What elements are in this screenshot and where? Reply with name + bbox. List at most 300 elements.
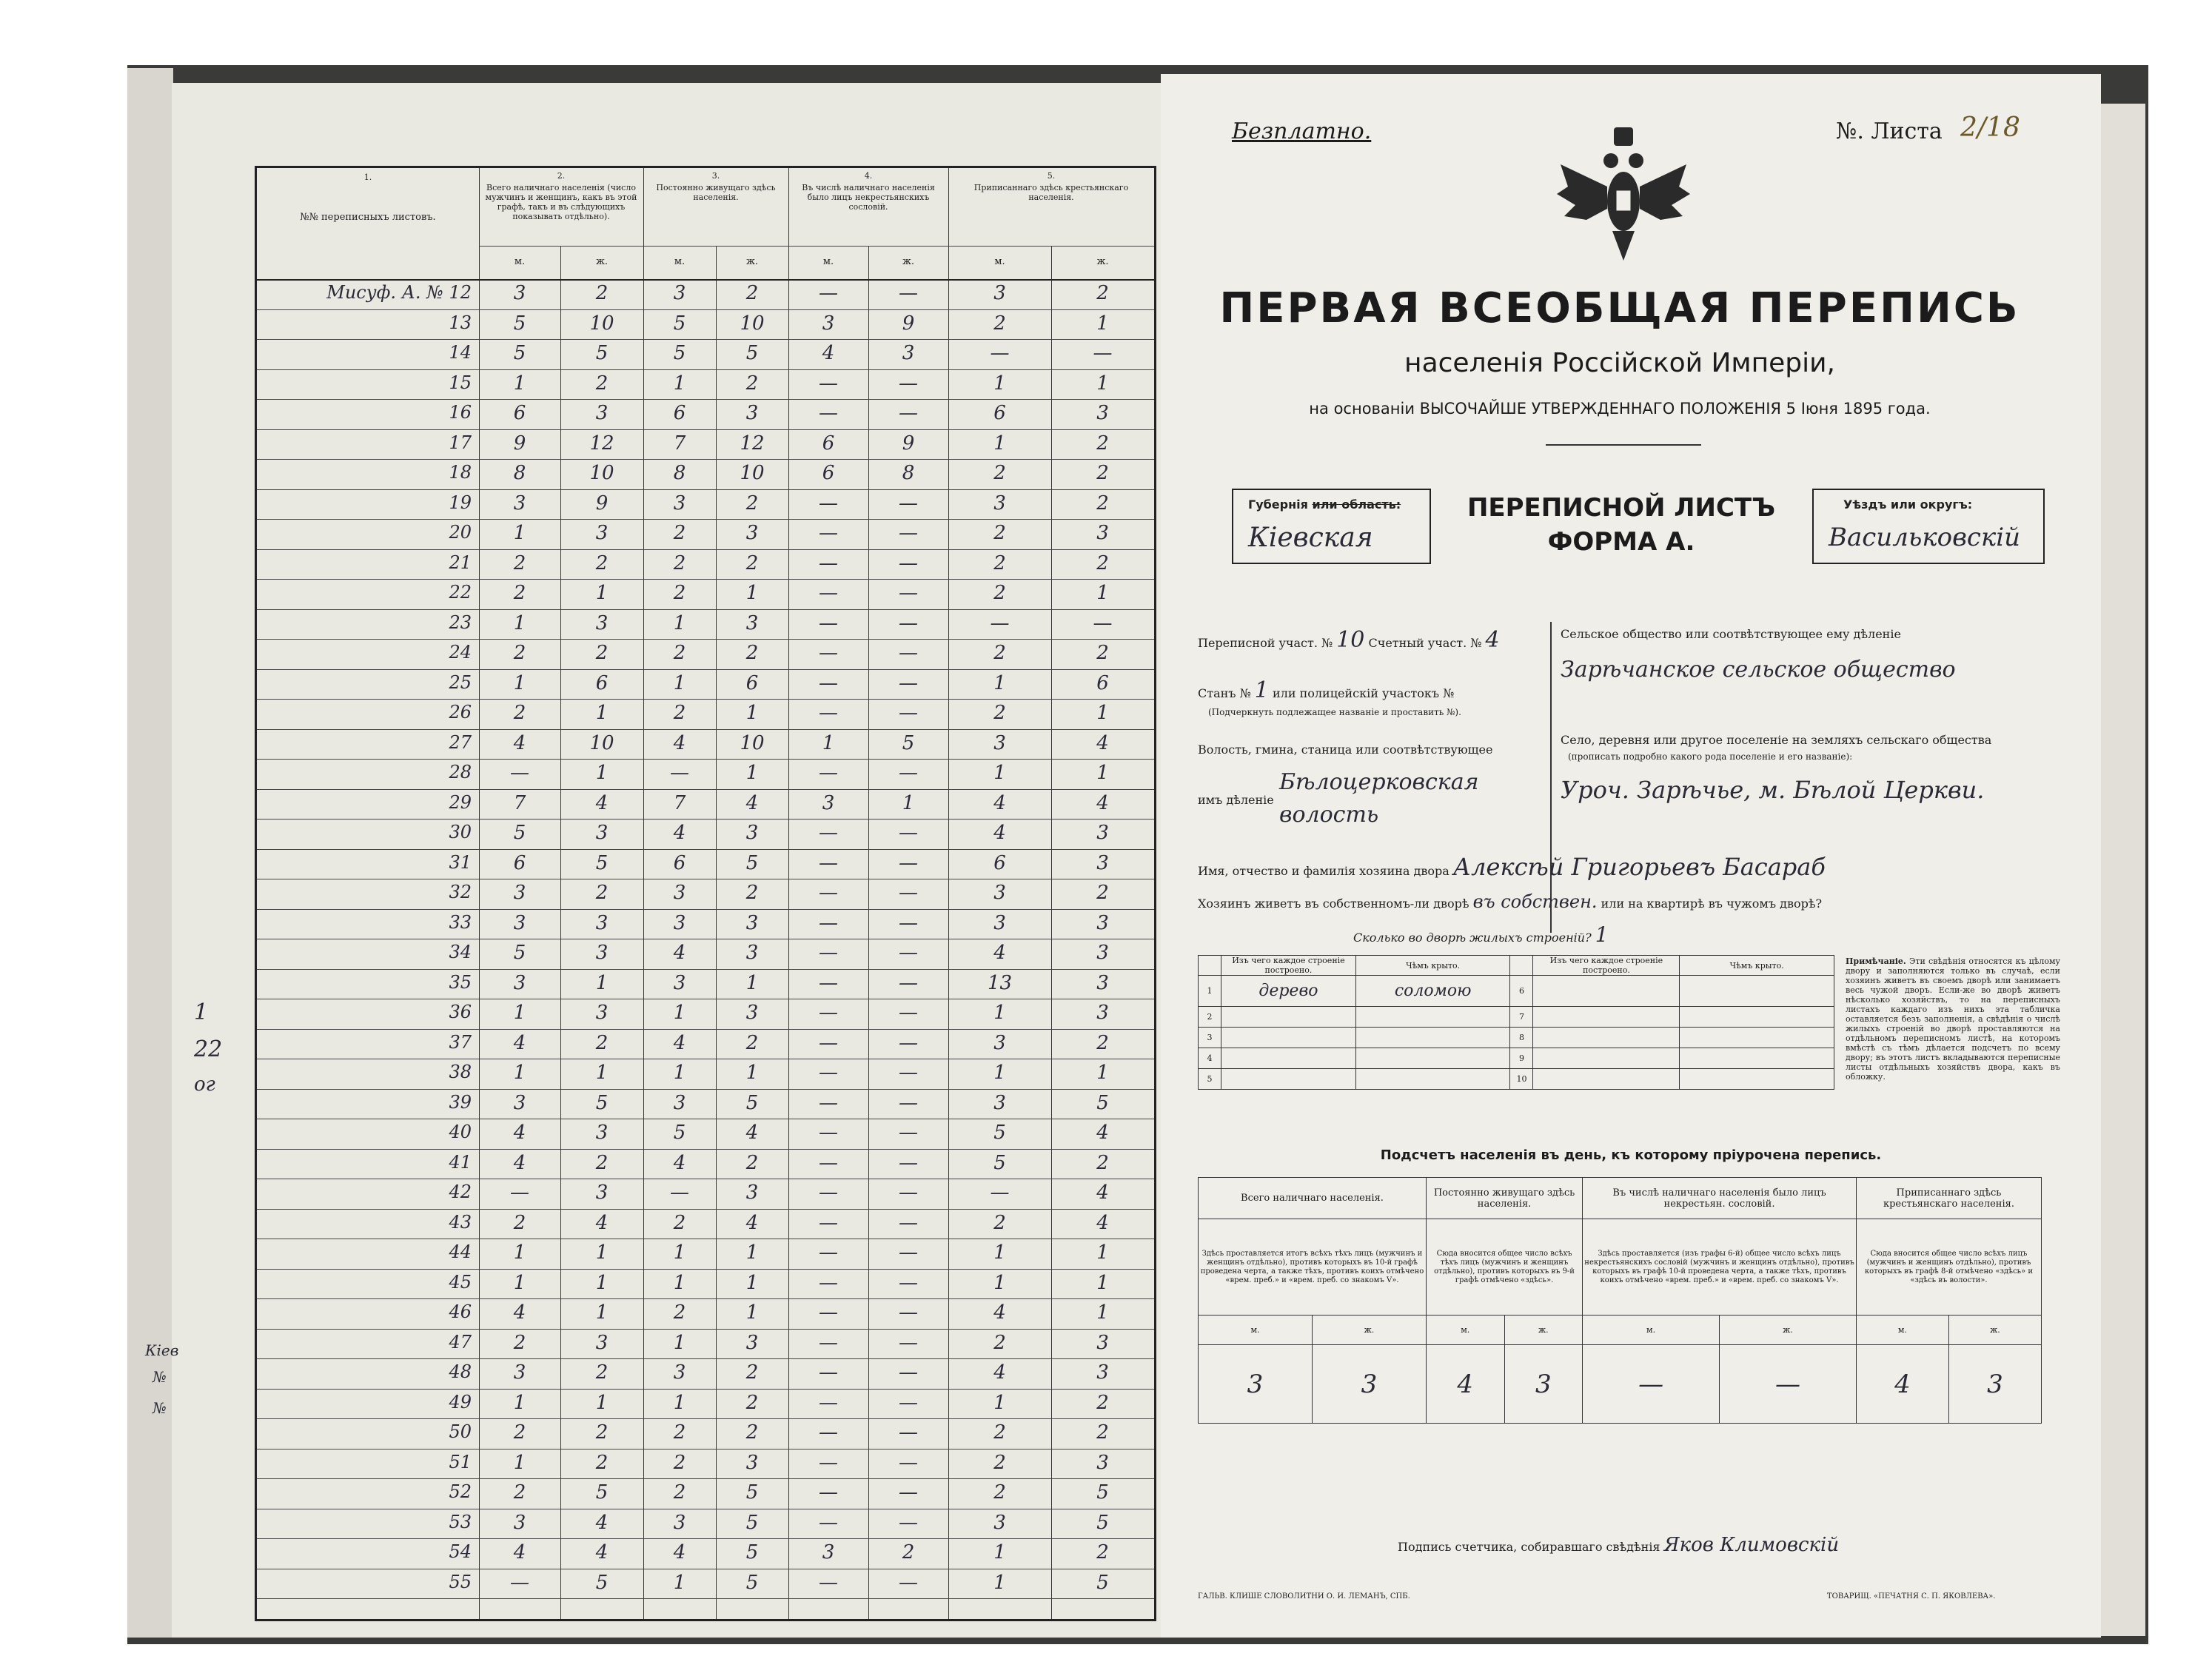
uezd-label: Уѣздъ или округъ: <box>1843 497 1973 512</box>
summary-value: — <box>1583 1345 1720 1424</box>
row-cell: 4 <box>513 1541 526 1564</box>
row-cell: 2 <box>673 522 686 544</box>
row-cell: 6 <box>595 671 609 694</box>
row-cell: — <box>899 522 918 544</box>
row-cell: 1 <box>745 1301 759 1324</box>
row-cell: — <box>819 402 838 424</box>
row-cell: 4 <box>513 1301 526 1324</box>
row-cell: 3 <box>595 522 609 544</box>
row-cell: — <box>819 1091 838 1114</box>
row-cell: 1 <box>513 611 526 634</box>
row-cell: 3 <box>1096 942 1109 964</box>
row-cell: 5 <box>595 851 609 874</box>
row-cell: 1 <box>745 1271 759 1294</box>
row-cell: 4 <box>1096 1122 1109 1144</box>
margin-mark: 1 <box>194 999 209 1025</box>
row-number: 46 <box>449 1301 472 1322</box>
block-divider <box>1550 622 1552 933</box>
row-cell: 2 <box>1096 462 1109 484</box>
row-cell: 2 <box>993 1331 1006 1354</box>
row-cell: 4 <box>673 1031 686 1054</box>
row-cell: 1 <box>993 1241 1006 1264</box>
row-cell: 3 <box>595 1331 609 1354</box>
row-cell: 4 <box>1096 791 1109 814</box>
row-number: 50 <box>449 1421 472 1442</box>
row-cell: 3 <box>822 1541 835 1564</box>
row-cell: 2 <box>993 1211 1006 1234</box>
row-cell: 3 <box>1096 971 1109 994</box>
row-number: 43 <box>449 1211 472 1233</box>
owner-label: Имя, отчество и фамилія хозяина двора <box>1198 864 1449 878</box>
bldg-row-num: 5 <box>1199 1069 1221 1090</box>
summary-head-4: Приписаннаго здѣсь крестьянскаго населенія. <box>1856 1178 2041 1219</box>
row-cell: 3 <box>673 492 686 515</box>
row-number: 20 <box>449 522 472 543</box>
row-cell: 3 <box>673 1091 686 1114</box>
row-cell: 2 <box>993 1451 1006 1474</box>
row-cell: 2 <box>993 522 1006 544</box>
row-cell: 5 <box>673 312 686 335</box>
row-number: 14 <box>449 342 472 363</box>
row-cell: 1 <box>673 1571 686 1594</box>
row-cell: — <box>819 702 838 724</box>
row-cell: 3 <box>1096 1331 1109 1354</box>
row-cell: — <box>899 1151 918 1174</box>
note-text: Эти свѣдѣнія относятся къ цѣлому двору и заполняются только въ случаѣ, если хозяинъ живетъ въ своемъ дворѣ или занимаетъ весь чужой дворъ. Если-же во дворѣ живетъ нѣсколько хозяйствъ, то на переписныхъ листахъ каждаго изъ нихъ эта табличка оставляется безъ заполненія, а свѣдѣнія о числѣ жилыхъ строеній во дворѣ проставляются на отдѣльномъ переписномъ листѣ, на которомъ вмѣстѣ съ тѣмъ дѣлается подсчетъ по всему двору; въ этотъ листъ вкладываются переписные листы отдѣльныхъ хозяйствъ двора, какъ въ обложку. <box>1846 956 2061 1082</box>
row-cell: — <box>899 1511 918 1534</box>
row-cell: 5 <box>745 342 759 364</box>
row-cell: — <box>819 911 838 934</box>
row-cell: 3 <box>1096 911 1109 934</box>
margin-mark: ог <box>194 1073 215 1096</box>
row-cell: — <box>819 1241 838 1264</box>
row-cell: 3 <box>673 1511 686 1534</box>
row-cell: — <box>899 1421 918 1444</box>
row-cell: 5 <box>902 731 915 754</box>
row-cell: 1 <box>513 1391 526 1414</box>
row-cell: 7 <box>513 791 526 814</box>
row-cell: 2 <box>1096 1151 1109 1174</box>
row-cell: 1 <box>595 1271 609 1294</box>
row-cell: 13 <box>987 971 1013 994</box>
row-cell: 1 <box>513 1002 526 1024</box>
row-number: 16 <box>449 402 472 423</box>
row-cell: — <box>819 1062 838 1084</box>
row-cell: 2 <box>673 1451 686 1474</box>
village-value: Уроч. Зарѣчье, м. Бѣлой Церкви. <box>1561 776 1985 804</box>
uezd-box <box>1812 489 2045 564</box>
summary-value: — <box>1720 1345 1857 1424</box>
row-cell: 10 <box>740 462 765 484</box>
row-cell: — <box>819 1122 838 1144</box>
row-cell: 4 <box>993 1361 1006 1384</box>
form-subtitle: населенія Россійской Имперіи, <box>1404 348 1835 378</box>
row-line <box>257 549 1154 550</box>
row-cell: — <box>819 1481 838 1504</box>
row-line <box>257 969 1154 970</box>
row-cell: 2 <box>513 1331 526 1354</box>
summary-head-1: Всего наличнаго населенія. <box>1199 1178 1427 1219</box>
row-cell: 5 <box>1096 1511 1109 1534</box>
row-cell: 5 <box>595 1091 609 1114</box>
row-cell: 3 <box>595 1002 609 1024</box>
owner-line <box>1198 853 1826 881</box>
row-cell: 9 <box>595 492 609 515</box>
row-cell: — <box>899 702 918 724</box>
row-line <box>257 339 1154 340</box>
row-cell: 1 <box>595 971 609 994</box>
row-cell: 2 <box>513 552 526 574</box>
row-cell: — <box>819 642 838 664</box>
row-number: 38 <box>449 1062 472 1082</box>
row-number: 31 <box>449 851 472 873</box>
form-sub: ФОРМА А. <box>1547 527 1695 557</box>
row-cell: — <box>819 1271 838 1294</box>
row-cell: 3 <box>745 1331 759 1354</box>
row-cell: 4 <box>673 1151 686 1174</box>
row-cell: — <box>819 1151 838 1174</box>
row-cell: 4 <box>595 1211 609 1234</box>
row-cell: — <box>670 1182 689 1204</box>
row-line <box>257 1478 1154 1479</box>
row-number: 13 <box>449 312 472 333</box>
row-line <box>257 399 1154 400</box>
society-value: Зарѣчанское сельское общество <box>1561 657 1956 683</box>
volost-value: Бѣлоцерковская волость <box>1279 769 1479 828</box>
row-cell: 5 <box>595 1571 609 1594</box>
row-cell: 1 <box>513 372 526 395</box>
row-cell: 2 <box>1096 1541 1109 1564</box>
imperial-eagle-emblem <box>1553 120 1694 268</box>
row-cell: 4 <box>673 1541 686 1564</box>
row-line <box>257 1149 1154 1150</box>
row-number: 37 <box>449 1031 472 1053</box>
male-head: м. <box>822 256 834 267</box>
row-number: 18 <box>449 462 472 483</box>
summary-note-1: Здѣсь проставляется итогъ всѣхъ тѣхъ лицъ (мужчинъ и женщинъ отдѣльно), противъ которыхъ въ 10-й графѣ проведена черта, а также тѣхъ, противъ коихъ отмѣчено «врем. преб.» и «врем. преб. со знакомъ V». <box>1199 1219 1427 1316</box>
summary-value: 4 <box>1426 1345 1504 1424</box>
row-cell: 2 <box>745 282 759 304</box>
row-cell: 1 <box>993 432 1006 455</box>
owner-value: Алексѣй Григорьевъ Басараб <box>1452 853 1826 881</box>
row-cell: 2 <box>1096 552 1109 574</box>
row-cell: — <box>670 762 689 784</box>
row-cell: 2 <box>1096 642 1109 664</box>
row-cell: 6 <box>673 851 686 874</box>
row-cell: 3 <box>513 1091 526 1114</box>
lives-value: въ собствен. <box>1472 891 1598 912</box>
col5-label: Приписаннаго здѣсь крестьянскаго населенія. <box>973 183 1129 202</box>
row-cell: 4 <box>513 1031 526 1054</box>
row-cell: — <box>899 671 918 694</box>
row-cell: 2 <box>745 552 759 574</box>
row-line <box>257 1029 1154 1030</box>
col3-num: 3. <box>711 171 720 181</box>
row-number: 35 <box>449 971 472 993</box>
row-cell: 3 <box>902 342 915 364</box>
row-cell: — <box>819 582 838 604</box>
row-cell: — <box>899 611 918 634</box>
row-cell: — <box>819 942 838 964</box>
row-cell: — <box>819 372 838 395</box>
row-line <box>257 669 1154 670</box>
footer-right: ТОВАРИЩ. «ПЕЧАТНЯ С. П. ЯКОВЛЕВА». <box>1827 1592 1996 1601</box>
row-cell: — <box>899 402 918 424</box>
row-cell: 2 <box>1096 1031 1109 1054</box>
signature-line <box>1398 1534 1839 1556</box>
row-cell: 2 <box>1096 432 1109 455</box>
buildings-value: 1 <box>1595 922 1609 947</box>
row-cell: — <box>819 1451 838 1474</box>
count-value: 4 <box>1485 627 1500 653</box>
row-cell: 2 <box>595 642 609 664</box>
row-cell: 2 <box>745 372 759 395</box>
row-cell: — <box>899 1031 918 1054</box>
row-cell: 4 <box>993 822 1006 844</box>
row-cell: 3 <box>993 882 1006 904</box>
row-number: 55 <box>449 1571 472 1592</box>
row-cell: 5 <box>745 1541 759 1564</box>
bldg-row-num: 9 <box>1510 1048 1533 1069</box>
row-number: 26 <box>449 702 472 723</box>
row-number: 21 <box>449 552 472 573</box>
buildings-table <box>1198 955 1834 1090</box>
row-number: 17 <box>449 432 472 453</box>
row-number: 27 <box>449 731 472 753</box>
row-cell: — <box>819 1361 838 1384</box>
row-cell: 3 <box>595 1122 609 1144</box>
col3-label: Постоянно живущаго здѣсь населенія. <box>656 183 776 202</box>
margin-mark: Кіев <box>145 1341 179 1359</box>
row-cell: 1 <box>1096 1301 1109 1324</box>
row-cell: 1 <box>513 522 526 544</box>
row-cell: 3 <box>745 911 759 934</box>
row-cell: 1 <box>1096 1241 1109 1264</box>
row-cell: 5 <box>745 1091 759 1114</box>
row-number: 45 <box>449 1271 472 1293</box>
row-cell: 2 <box>745 1421 759 1444</box>
row-cell: 1 <box>745 762 759 784</box>
row-cell: 1 <box>993 1391 1006 1414</box>
row-cell: 3 <box>993 911 1006 934</box>
row-cell: 1 <box>993 1271 1006 1294</box>
row-line <box>257 609 1154 610</box>
free-label: Безплатно. <box>1232 118 1372 144</box>
row-cell: 2 <box>513 702 526 724</box>
row-cell: 3 <box>1096 851 1109 874</box>
lives-line <box>1198 891 1822 912</box>
row-cell: 1 <box>513 1271 526 1294</box>
row-cell: — <box>990 342 1010 364</box>
row-cell: — <box>819 492 838 515</box>
row-number: 29 <box>449 791 472 813</box>
row-cell: 2 <box>513 642 526 664</box>
row-cell: 5 <box>595 1481 609 1504</box>
row-cell: — <box>899 1241 918 1264</box>
row-cell: 1 <box>993 1541 1006 1564</box>
row-cell: 1 <box>1096 1062 1109 1084</box>
female-head: ж. <box>745 256 759 267</box>
row-cell: 5 <box>1096 1481 1109 1504</box>
row-cell: 3 <box>1096 1361 1109 1384</box>
row-cell: 1 <box>1096 582 1109 604</box>
row-cell: 1 <box>745 1062 759 1084</box>
row-cell: 10 <box>589 462 614 484</box>
stan-label: Станъ № <box>1198 686 1251 700</box>
row-cell: 8 <box>673 462 686 484</box>
col1-label: №№ переписныхъ листовъ. <box>300 212 436 223</box>
row-cell: 1 <box>595 762 609 784</box>
row-cell: — <box>819 1421 838 1444</box>
row-cell: 1 <box>993 1062 1006 1084</box>
row-line <box>257 849 1154 850</box>
row-cell: 7 <box>673 791 686 814</box>
row-cell: 5 <box>745 1481 759 1504</box>
row-cell: 9 <box>902 312 915 335</box>
row-cell: 3 <box>513 882 526 904</box>
row-cell: 3 <box>673 882 686 904</box>
summary-title: Подсчетъ населенія въ день, къ которому пріурочена перепись. <box>1380 1147 1882 1163</box>
row-cell: — <box>1093 342 1113 364</box>
female-head: ж. <box>595 256 609 267</box>
row-cell: 1 <box>993 372 1006 395</box>
row-cell: 1 <box>1096 312 1109 335</box>
row-cell: 3 <box>673 282 686 304</box>
row-cell: 4 <box>513 1151 526 1174</box>
row-line <box>257 1418 1154 1419</box>
row-cell: 10 <box>740 312 765 335</box>
row-cell: 2 <box>595 1031 609 1054</box>
row-cell: — <box>899 1451 918 1474</box>
row-cell: 6 <box>513 851 526 874</box>
right-page <box>1161 74 2101 1638</box>
sheet-label: №. Листа <box>1836 118 1943 144</box>
row-cell: 3 <box>1096 402 1109 424</box>
col1-num: 1. <box>363 172 372 182</box>
row-cell: 3 <box>745 1451 759 1474</box>
left-page <box>172 83 1161 1638</box>
row-cell: 1 <box>673 1002 686 1024</box>
row-cell: 1 <box>745 702 759 724</box>
header-bottom <box>257 279 1154 281</box>
row-cell: — <box>510 762 529 784</box>
row-line <box>257 759 1154 760</box>
society-block <box>1561 618 2071 936</box>
row-cell: 4 <box>595 1541 609 1564</box>
police-label: или полицейскій участокъ № <box>1272 686 1455 700</box>
row-cell: — <box>899 1571 918 1594</box>
row-cell: 2 <box>993 1481 1006 1504</box>
row-cell: 6 <box>673 402 686 424</box>
row-line <box>257 909 1154 910</box>
row-cell: — <box>899 942 918 964</box>
bldg-head-roof-2: Чѣмъ крыто. <box>1680 956 1834 976</box>
summary-value: 3 <box>1312 1345 1426 1424</box>
row-cell: 3 <box>673 911 686 934</box>
row-cell: 3 <box>745 522 759 544</box>
row-cell: 5 <box>745 1511 759 1534</box>
row-cell: 4 <box>673 822 686 844</box>
row-cell: 2 <box>993 552 1006 574</box>
header-divider <box>479 246 1154 247</box>
row-cell: 2 <box>595 1151 609 1174</box>
row-cell: 2 <box>993 462 1006 484</box>
form-title: ПЕРВАЯ ВСЕОБЩАЯ ПЕРЕПИСЬ <box>1219 284 2020 332</box>
row-cell: 6 <box>745 671 759 694</box>
row-cell: 5 <box>673 1122 686 1144</box>
row-cell: 3 <box>822 791 835 814</box>
row-line <box>257 789 1154 790</box>
bldg-row-num: 3 <box>1199 1028 1221 1048</box>
row-cell: 2 <box>745 1151 759 1174</box>
row-line <box>257 519 1154 520</box>
row-number: 28 <box>449 762 472 782</box>
row-line <box>257 1298 1154 1299</box>
gubernia-strike: или область: <box>1312 497 1401 512</box>
row-cell: — <box>819 971 838 994</box>
bldg-head-material-2: Изъ чего каждое строеніе построено. <box>1533 956 1680 976</box>
sheet-number: 2/18 <box>1960 113 2020 143</box>
district-value: 10 <box>1336 627 1365 653</box>
row-cell: — <box>510 1182 529 1204</box>
row-cell: 5 <box>1096 1571 1109 1594</box>
row-number: 41 <box>449 1151 472 1173</box>
row-cell: 2 <box>595 282 609 304</box>
row-line <box>257 1389 1154 1390</box>
row-cell: 10 <box>740 731 765 754</box>
row-cell: 1 <box>902 791 915 814</box>
summary-note-3: Здѣсь проставляется (изъ графы 6-й) общее число всѣхъ лицъ некрестьянскихъ сословій (мужчинъ и женщинъ отдѣльно), противъ которыхъ въ графѣ 10-й проведена черта, а также тѣхъ, противъ коихъ отмѣчено «врем. преб.» и «врем. преб. со знакомъ V». <box>1583 1219 1857 1316</box>
district-label: Переписной участ. № <box>1198 636 1333 650</box>
row-cell: — <box>899 1211 918 1234</box>
row-cell: — <box>819 1391 838 1414</box>
gubernia-box <box>1232 489 1431 564</box>
note-block <box>1846 956 2060 1082</box>
row-cell: 2 <box>673 702 686 724</box>
row-cell: 1 <box>673 611 686 634</box>
bldg-row-num: 8 <box>1510 1028 1533 1048</box>
row-line <box>257 369 1154 370</box>
row-cell: 2 <box>595 882 609 904</box>
female-head: ж. <box>1096 256 1109 267</box>
bldg-row-num: 1 <box>1199 976 1221 1007</box>
row-cell: 3 <box>822 312 835 335</box>
volost-label-2: имъ дѣленіе <box>1198 793 1274 807</box>
row-cell: — <box>819 611 838 634</box>
row-cell: 2 <box>1096 882 1109 904</box>
row-cell: 3 <box>673 1361 686 1384</box>
zh-head: ж. <box>1504 1316 1583 1345</box>
summary-value: 4 <box>1856 1345 1948 1424</box>
row-cell: 1 <box>513 1451 526 1474</box>
row-cell: 4 <box>673 942 686 964</box>
margin-mark: 22 <box>194 1036 223 1062</box>
row-number: 48 <box>449 1361 472 1382</box>
row-cell: 4 <box>595 791 609 814</box>
row-cell: 3 <box>745 402 759 424</box>
row-cell: 4 <box>1096 1211 1109 1234</box>
row-cell: 3 <box>1096 1002 1109 1024</box>
row-cell: 4 <box>993 791 1006 814</box>
row-cell: 12 <box>589 432 614 455</box>
margin-mark: № <box>153 1368 167 1386</box>
row-cell: 2 <box>595 1451 609 1474</box>
row-cell: 2 <box>673 582 686 604</box>
row-cell: 2 <box>673 552 686 574</box>
row-cell: 5 <box>513 342 526 364</box>
row-cell: 3 <box>745 611 759 634</box>
village-label: Село, деревня или другое поселеніе на земляхъ сельскаго общества <box>1561 733 1992 747</box>
